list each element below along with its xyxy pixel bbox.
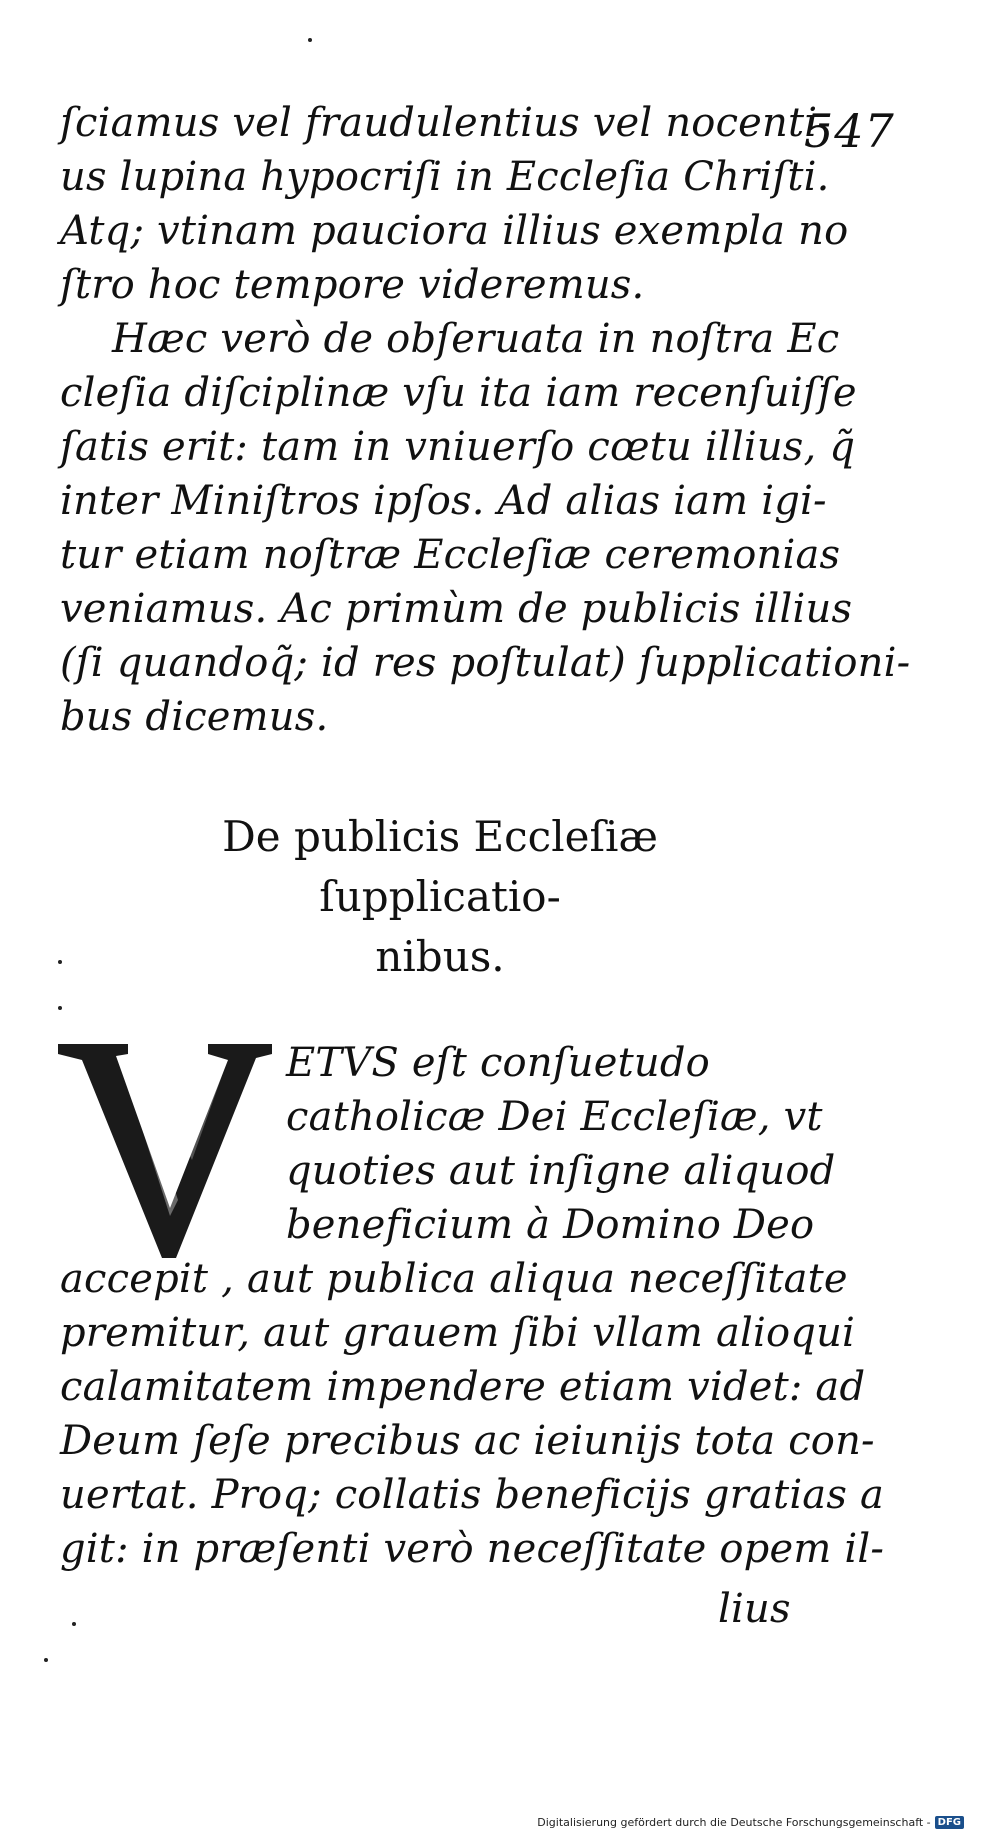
text-line: cleſia diſciplinæ vſu ita iam recenſuiſſe bbox=[60, 370, 857, 416]
text-line: quoties aut inſigne aliquod bbox=[286, 1148, 836, 1194]
text-line: us lupina hypocriſi in Eccleſia Chriſti. bbox=[60, 154, 830, 200]
text-line: Hæc verò de obſeruata in noſtra Ec bbox=[112, 316, 840, 362]
text-line: inter Miniſtros ipſos. Ad alias iam igi- bbox=[60, 478, 827, 524]
print-speck bbox=[44, 1658, 48, 1662]
text-line: ſtro hoc tempore videremus. bbox=[60, 262, 645, 308]
catchword: lius bbox=[718, 1586, 791, 1632]
text-line: premitur, aut grauem ſibi vllam alioqui bbox=[60, 1310, 856, 1356]
text-line: ſatis erit: tam in vniuerſo cœtu illius, q̃ bbox=[60, 424, 856, 470]
text-line: accepit , aut publica aliqua neceſſitate bbox=[60, 1256, 848, 1302]
text-line: bus dicemus. bbox=[60, 694, 329, 740]
text-line: catholicæ Dei Eccleſiæ, vt bbox=[286, 1094, 823, 1140]
dfg-logo: DFG bbox=[935, 1816, 964, 1829]
digitization-credit bbox=[537, 1816, 964, 1829]
drop-cap-v-glyph bbox=[58, 1030, 278, 1260]
text-line: git: in præſenti verò neceſſitate opem il- bbox=[60, 1526, 885, 1572]
text-line: calamitatem impendere etiam videt: ad bbox=[60, 1364, 866, 1410]
page-number: 547 bbox=[804, 104, 895, 158]
text-line: Atq; vtinam pauciora illius exempla no bbox=[60, 208, 849, 254]
text-line: beneficium à Domino Deo bbox=[286, 1202, 815, 1248]
credit-text: Digitalisierung gefördert durch die Deutsche Forschungsgemeinschaft - bbox=[537, 1816, 931, 1829]
heading-line: De publicis Eccleſiæ bbox=[222, 812, 658, 861]
print-speck bbox=[308, 38, 312, 42]
print-speck bbox=[58, 960, 62, 964]
drop-cap-initial bbox=[58, 1030, 278, 1260]
print-speck bbox=[58, 1006, 62, 1010]
text-line: ſciamus vel fraudulentius vel nocenti- bbox=[60, 100, 831, 146]
print-speck bbox=[72, 1622, 76, 1626]
text-line: veniamus. Ac primùm de publicis illius bbox=[60, 586, 853, 632]
text-line: uertat. Proq; collatis beneficijs gratias a bbox=[60, 1472, 885, 1518]
text-line: Deum ſeſe precibus ac ieiunijs tota con- bbox=[60, 1418, 875, 1464]
text-line: (ſi quandoq̃; id res poſtulat) ſupplicationi- bbox=[60, 640, 911, 686]
text-line: ETVS eſt conſuetudo bbox=[286, 1040, 710, 1086]
heading-line: ſupplicatio- bbox=[319, 872, 561, 921]
heading-line: nibus. bbox=[375, 932, 505, 981]
text-line: tur etiam noſtræ Eccleſiæ ceremonias bbox=[60, 532, 841, 578]
